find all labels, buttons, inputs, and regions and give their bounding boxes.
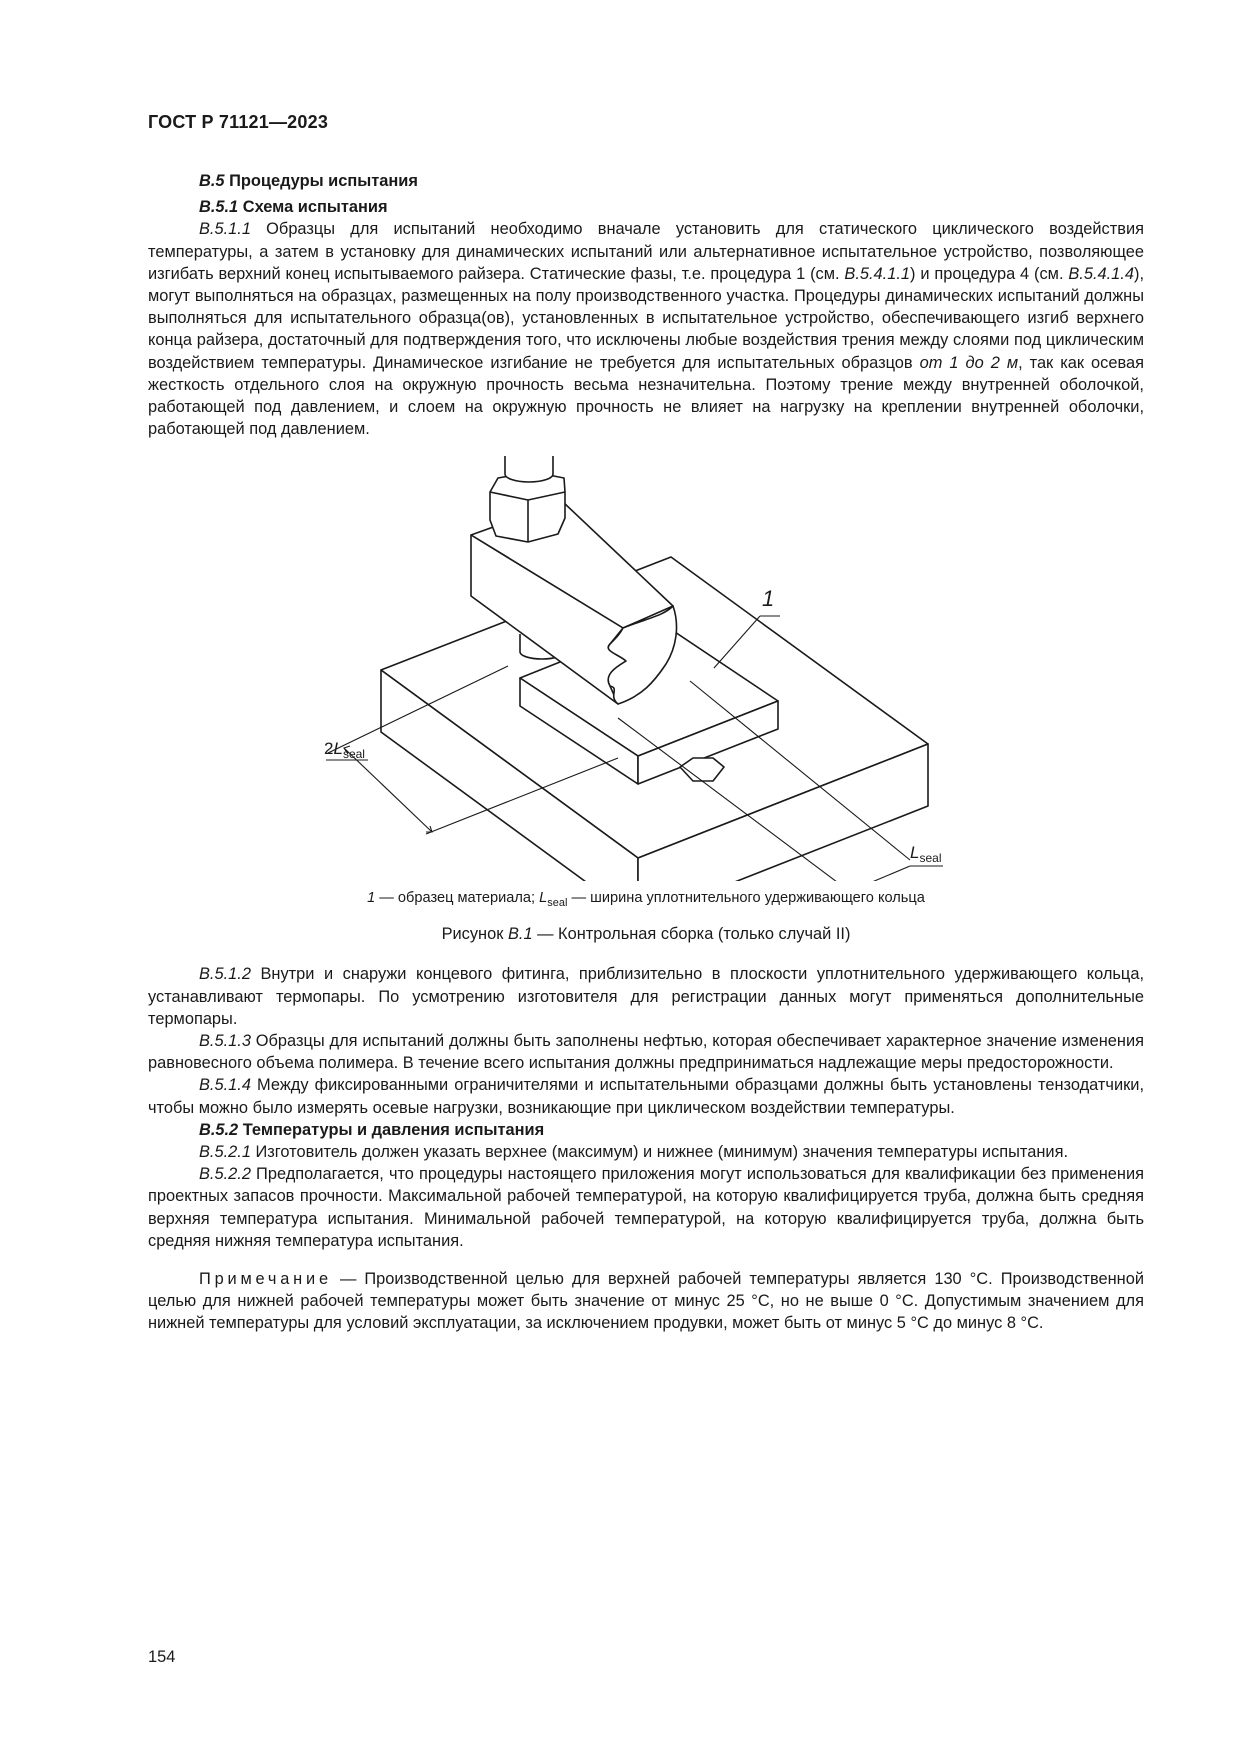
section-title: Температуры и давления испытания — [238, 1120, 545, 1139]
document-header: ГОСТ Р 71121—2023 — [148, 112, 329, 132]
dimension-line-lseal — [853, 866, 910, 881]
length-range: от 1 до 2 м — [919, 353, 1019, 372]
dimension-label-lseal: $L_{seal}$ — [910, 843, 942, 866]
clause-number: В.5.2.1 — [199, 1143, 251, 1162]
note-label: Примечание — [199, 1270, 332, 1289]
text-run: Образцы для испытаний должны быть заполнены нефтью, которая обеспечивает характерное значение изменения равновесного объема полимера. В течение всего испытания должны предприниматься надлежащие меры предосторожности. — [148, 1032, 1144, 1073]
paragraph-b514 — [148, 1074, 1144, 1118]
cross-reference: В.5.4.1.1 — [844, 264, 911, 283]
assembly-drawing — [148, 456, 1144, 881]
section-heading-b51 — [148, 196, 1144, 218]
legend-subscript: seal — [547, 897, 568, 910]
caption-text: — Контрольная сборка (только случай II) — [532, 925, 851, 944]
clause-number: В.5.1.2 — [199, 965, 251, 984]
clause-number: В.5.1.1 — [199, 220, 251, 239]
document-body — [148, 170, 1144, 1335]
section-title: Схема испытания — [238, 198, 388, 217]
section-heading-b5 — [148, 170, 1144, 192]
legend-number: 1 — [367, 890, 376, 907]
section-title: Процедуры испытания — [224, 172, 418, 190]
section-number: В.5 — [199, 172, 225, 190]
text-run: , так как осевая жесткость отдельного слоя на окружную прочность весьма незначительна. Поэтому трение между внутренней оболочкой, работающей под давлением, и слоем на окружную прочность не влияет на нагрузку на креплении внутренней оболочки, работающей под давлением. — [148, 353, 1144, 439]
cross-reference: В.5.4.1.4 — [1068, 264, 1134, 283]
text-run: ), могут выполняться на образцах, размещенных на полу производственного участка. Процедуры динамических испытаний должны выполняться для испытательного образца(ов), установленных в испытательное устройство, обеспечивающего изгиб верхнего конца райзера, достаточный для подтверждения того, что исключены любые воздействия трения между слоями под циклическим воздействием температуры. Динамическое изгибание не требуется для испытательных образцов — [148, 264, 1144, 372]
text-run: Предполагается, что процедуры настоящего приложения могут использоваться для квалификации без применения проектных запасов прочности. Максимальной рабочей температурой, на которую квалифицируется труба, должна быть средняя верхняя температура испытания. Минимальной рабочей температурой, на которую квалифицируется труба, должна быть средняя нижняя температура испытания. — [148, 1165, 1144, 1250]
callout-number: 1 — [762, 586, 775, 612]
clause-number: В.5.1.4 — [199, 1076, 251, 1095]
page-number: 154 — [148, 1648, 176, 1666]
note-text: — Производственной целью для верхней рабочей температуры является 130 °С. Производственной целью для нижней рабочей температуры может быть значение от минус 25 °С, но не выше 0 °С. Допустимым значением для нижней температуры для условий эксплуатации, за исключением продувки, может быть от минус 5 °С до минус 8 °С. — [148, 1270, 1144, 1333]
text-run: Образцы для испытаний необходимо вначале установить для статического циклического воздействия температуры, а затем в установку для динамических испытаний или альтернативное испытательное устройство, позволяющее изгибать верхний конец испытываемого райзера. Статические фазы, т.е. процедура 1 (см. — [148, 220, 1144, 283]
paragraph-b512 — [148, 963, 1144, 1030]
figure-caption — [148, 923, 1144, 945]
paragraph-b513 — [148, 1030, 1144, 1074]
caption-ref: В.1 — [507, 925, 533, 944]
dimension-label-2lseal: $2L_{seal}$ — [324, 739, 365, 762]
text-run: ) и процедура 4 (см. — [910, 264, 1069, 283]
legend-text: — образец материала; — [375, 890, 540, 907]
paragraph-b511 — [148, 218, 1144, 440]
text-run: Внутри и снаружи концевого фитинга, приблизительно в плоскости уплотнительного удерживающего кольца, устанавливают термопары. По усмотрению изготовителя для регистрации данных могут применяться дополнительные термопары. — [148, 965, 1144, 1028]
section-number: В.5.1 — [199, 198, 239, 217]
section-heading-b52 — [148, 1119, 1144, 1141]
caption-prefix: Рисунок — [441, 925, 508, 944]
paragraph-b522 — [148, 1163, 1144, 1252]
text-run: Между фиксированными ограничителями и испытательными образцами должны быть установлены тензодатчики, чтобы можно было измерять осевые нагрузки, возникающие при циклическом воздействии температуры. — [148, 1076, 1144, 1117]
note-paragraph — [148, 1268, 1144, 1335]
text-run: Изготовитель должен указать верхнее (максимум) и нижнее (минимум) значения температуры испытания. — [250, 1143, 1068, 1162]
clause-number: В.5.1.3 — [199, 1032, 251, 1051]
figure-b1 — [148, 456, 1144, 881]
bolt-shaft — [505, 456, 553, 482]
clause-number: В.5.2.2 — [199, 1165, 251, 1184]
paragraph-b521 — [148, 1141, 1144, 1163]
section-number: В.5.2 — [199, 1120, 239, 1139]
legend-symbol: L — [539, 890, 548, 907]
legend-text: — ширина уплотнительного удерживающего кольца — [567, 890, 925, 907]
figure-legend — [148, 887, 1144, 909]
